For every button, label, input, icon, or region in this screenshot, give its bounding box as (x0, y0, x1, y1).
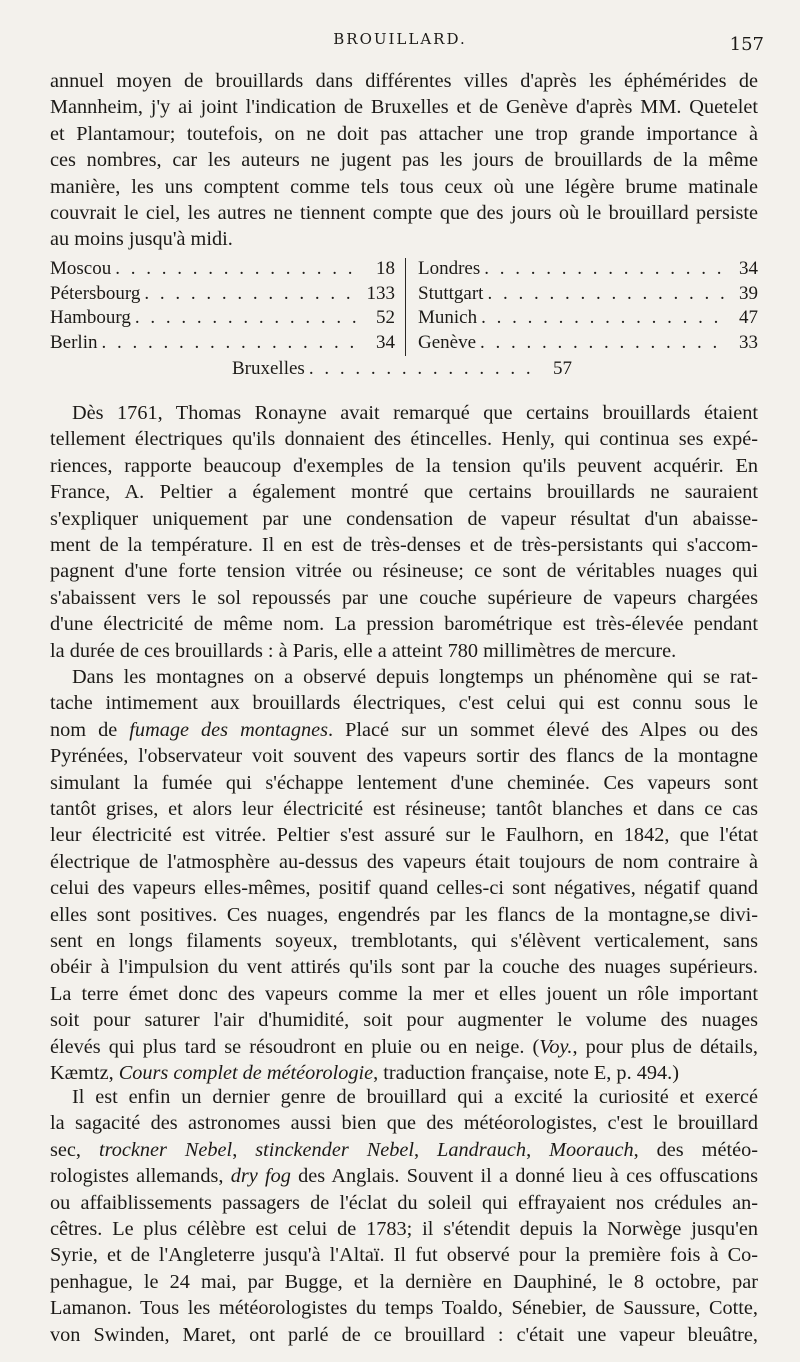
paragraph-electric-fog (50, 400, 758, 664)
text-line: ces nombres, car les auteurs ne jugent pas les jours de brouillards de la même (50, 149, 758, 172)
text-line: électrique de l'atmosphère au-dessus des vapeurs était toujours de nom contraire à (50, 850, 758, 873)
city-name: Hambourg (50, 307, 131, 328)
text-line: sec, trockner Nebel, stinckender Nebel, Landrauch, Moorauch, des météo- (50, 1138, 758, 1161)
city-name: Londres (418, 258, 481, 279)
italic-term: Landrauch (437, 1138, 527, 1161)
table-row (418, 332, 758, 357)
text-line: couvrait le ciel, les autres ne tiennent compte que des jours où le brouillard persiste (50, 202, 758, 225)
fog-days-value: 34 (376, 331, 395, 353)
table-left-column (50, 258, 395, 356)
leader-dots (111, 258, 361, 280)
fog-days-value: 57 (553, 358, 572, 379)
text-line: manière, les uns comptent comme tels tous ceux où une légère brume matinale (50, 175, 758, 198)
text-line: pagnent d'une forte tension vitrée ou résineuse; ce sont de véritables nuages qui (50, 560, 758, 583)
page-header (0, 26, 800, 56)
fog-days-table (50, 258, 758, 384)
table-row (50, 258, 395, 283)
city-name: Pétersbourg (50, 282, 141, 304)
text-line: s'expliquer uniquement par une condensation de vapeur résultat d'un abaisse- (50, 507, 758, 530)
text-line: tache intimement aux brouillards électriques, c'est celui qui est connu sous le (50, 692, 758, 715)
leader-dots (483, 283, 724, 305)
city-name: Bruxelles (232, 358, 305, 379)
italic-term: Voy. (539, 1035, 573, 1058)
text-line: Mannheim, j'y ai joint l'indication de Bruxelles et de Genève d'après MM. Quetelet (50, 96, 758, 119)
text-line: nom de fumage des montagnes. Placé sur un sommet élevé des Alpes ou des (50, 718, 759, 741)
leader-dots (476, 332, 724, 354)
running-title: BROUILLARD. (333, 30, 467, 48)
leader-dots (98, 332, 362, 354)
text-line: et Plantamour; toutefois, on ne doit pas attacher une trop grande importance à (50, 122, 758, 145)
text-line: sent en longs filaments soyeux, tremblotants, qui s'élèvent verticalement, sans (50, 930, 758, 953)
text-line: d'une électricité de même nom. La pression barométrique est très-élevée pendant (50, 613, 758, 636)
paragraph-dry-fog (50, 1084, 758, 1348)
table-row (418, 258, 758, 283)
city-name: Berlin (50, 331, 98, 353)
italic-term: trockner Nebel (98, 1138, 233, 1161)
fog-days-value: 18 (376, 258, 395, 279)
page-number: 157 (729, 34, 764, 55)
city-name: Moscou (50, 258, 112, 279)
text-line: von Swinden, Maret, ont parlé de ce brouillard : c'était une vapeur bleuâtre, (50, 1323, 758, 1346)
text-line: la sagacité des astronomes aussi bien que des météorologistes, c'est le brouillard (50, 1112, 758, 1135)
paragraph-mountain-smoke (50, 664, 758, 1087)
text-line: elles sont positives. Ces nuages, engendrés par les flancs de la montagne,se divi- (50, 903, 758, 926)
text-line: penhague, le 24 mai, par Bugge, et la dernière en Dauphiné, le 8 octobre, par (50, 1270, 758, 1293)
leader-dots (305, 358, 538, 380)
text-line: La terre émet donc des vapeurs comme la mer et elles jouent un rôle important (50, 982, 758, 1005)
text-line: riences, rapporte beaucoup d'exemples de la tension qu'ils peuvent acquérir. En (50, 454, 758, 477)
table-right-column (418, 258, 758, 356)
text-line: ment de la température. Il en est de très-denses et de très-persistants qui s'accom- (50, 534, 758, 557)
column-divider (405, 258, 406, 356)
leader-dots (480, 258, 724, 280)
intro-paragraph (50, 68, 758, 253)
text-line: France, A. Peltier a également montré que certains brouillards ne sauraient (50, 481, 758, 504)
text-line: Dans les montagnes on a observé depuis longtemps un phénomène qui se rat- (72, 666, 758, 688)
table-row (418, 307, 758, 332)
table-row (418, 283, 758, 308)
italic-term: stinckender Nebel (255, 1138, 414, 1161)
text-line: rologistes allemands, dry fog des Anglais. Souvent il a donné lieu à ces offuscations (50, 1165, 758, 1188)
text-line: leur électricité est vitrée. Peltier s'est assuré sur le Faulhorn, en 1842, que l'état (50, 824, 758, 847)
text-line: cêtres. Le plus célèbre est celui de 1783; il s'étendit depuis la Norwège jusqu'en (50, 1218, 758, 1241)
text-line: tantôt grises, et alors leur électricité est résineuse; tantôt blanches et dans ce cas (50, 798, 758, 821)
table-row (50, 307, 395, 332)
leader-dots (140, 283, 361, 305)
text-line: Dès 1761, Thomas Ronayne avait remarqué que certains brouillards étaient (72, 402, 758, 424)
fog-days-value: 33 (739, 331, 758, 353)
italic-term: Moorauch (549, 1138, 634, 1161)
fog-days-value: 47 (739, 307, 758, 328)
text-line: Il est enfin un dernier genre de brouillard qui a excité la curiosité et exercé (72, 1086, 758, 1108)
text-line: la durée de ces brouillards : à Paris, elle a atteint 780 millimètres de mercure. (50, 639, 677, 662)
city-name: Genève (418, 331, 477, 353)
text-line: tellement électriques qu'ils donnaient des étincelles. Henly, qui continua ses expé- (50, 428, 758, 451)
text-line: celui des vapeurs elles-mêmes, positif quand celles-ci sont négatives, négatif quand (50, 877, 758, 900)
italic-title: Cours complet de météorologie (118, 1062, 374, 1085)
text-line: obéir à l'impulsion du vent attirés qu'ils sont par la couche des nuages supérieurs. (50, 956, 758, 979)
italic-term: fumage des montagnes (129, 718, 329, 741)
leader-dots (131, 307, 361, 329)
text-line: annuel moyen de brouillards dans différentes villes d'après les éphémérides de (50, 70, 758, 92)
city-name: Munich (418, 307, 478, 328)
table-row (50, 332, 395, 357)
text-line: ou affaiblissements passagers de l'éclat du soleil qui effrayaient nos crédules an- (50, 1191, 758, 1214)
text-line: s'abaissent vers le sol repoussés par une couche supérieure de vapeurs chargées (50, 586, 758, 609)
table-total-row (232, 358, 572, 383)
text-line: Lamanon. Tous les météorologistes du temps Toaldo, Sénebier, de Saussure, Cotte, (50, 1297, 758, 1320)
text-line: élevés qui plus tard se résoudront en pluie ou en neige. (Voy., pour plus de détails, (50, 1035, 758, 1058)
fog-days-value: 34 (739, 258, 758, 279)
city-name: Stuttgart (418, 282, 484, 304)
text-line: soit pour saturer l'air d'humidité, soit pour augmenter le volume des nuages (50, 1009, 758, 1032)
text-line: Kæmtz, Cours complet de météorologie, traduction française, note E, p. 494.) (50, 1062, 679, 1085)
fog-days-value: 39 (739, 282, 758, 304)
text-line: au moins jusqu'à midi. (50, 228, 233, 251)
text-line: simulant la fumée qui s'échappe lentement d'une cheminée. Ces vapeurs sont (50, 771, 758, 794)
text-line: Pyrénées, l'observateur voit souvent des vapeurs sortir des flancs de la montagne (50, 745, 758, 768)
text-line: Syrie, et de l'Angleterre jusqu'à l'Altaï. Il fut observé pour la première fois à Co- (50, 1244, 758, 1267)
leader-dots (477, 307, 724, 329)
fog-days-value: 133 (366, 282, 395, 304)
italic-term: dry fog (230, 1165, 291, 1188)
fog-days-value: 52 (376, 307, 395, 328)
table-row (50, 283, 395, 308)
